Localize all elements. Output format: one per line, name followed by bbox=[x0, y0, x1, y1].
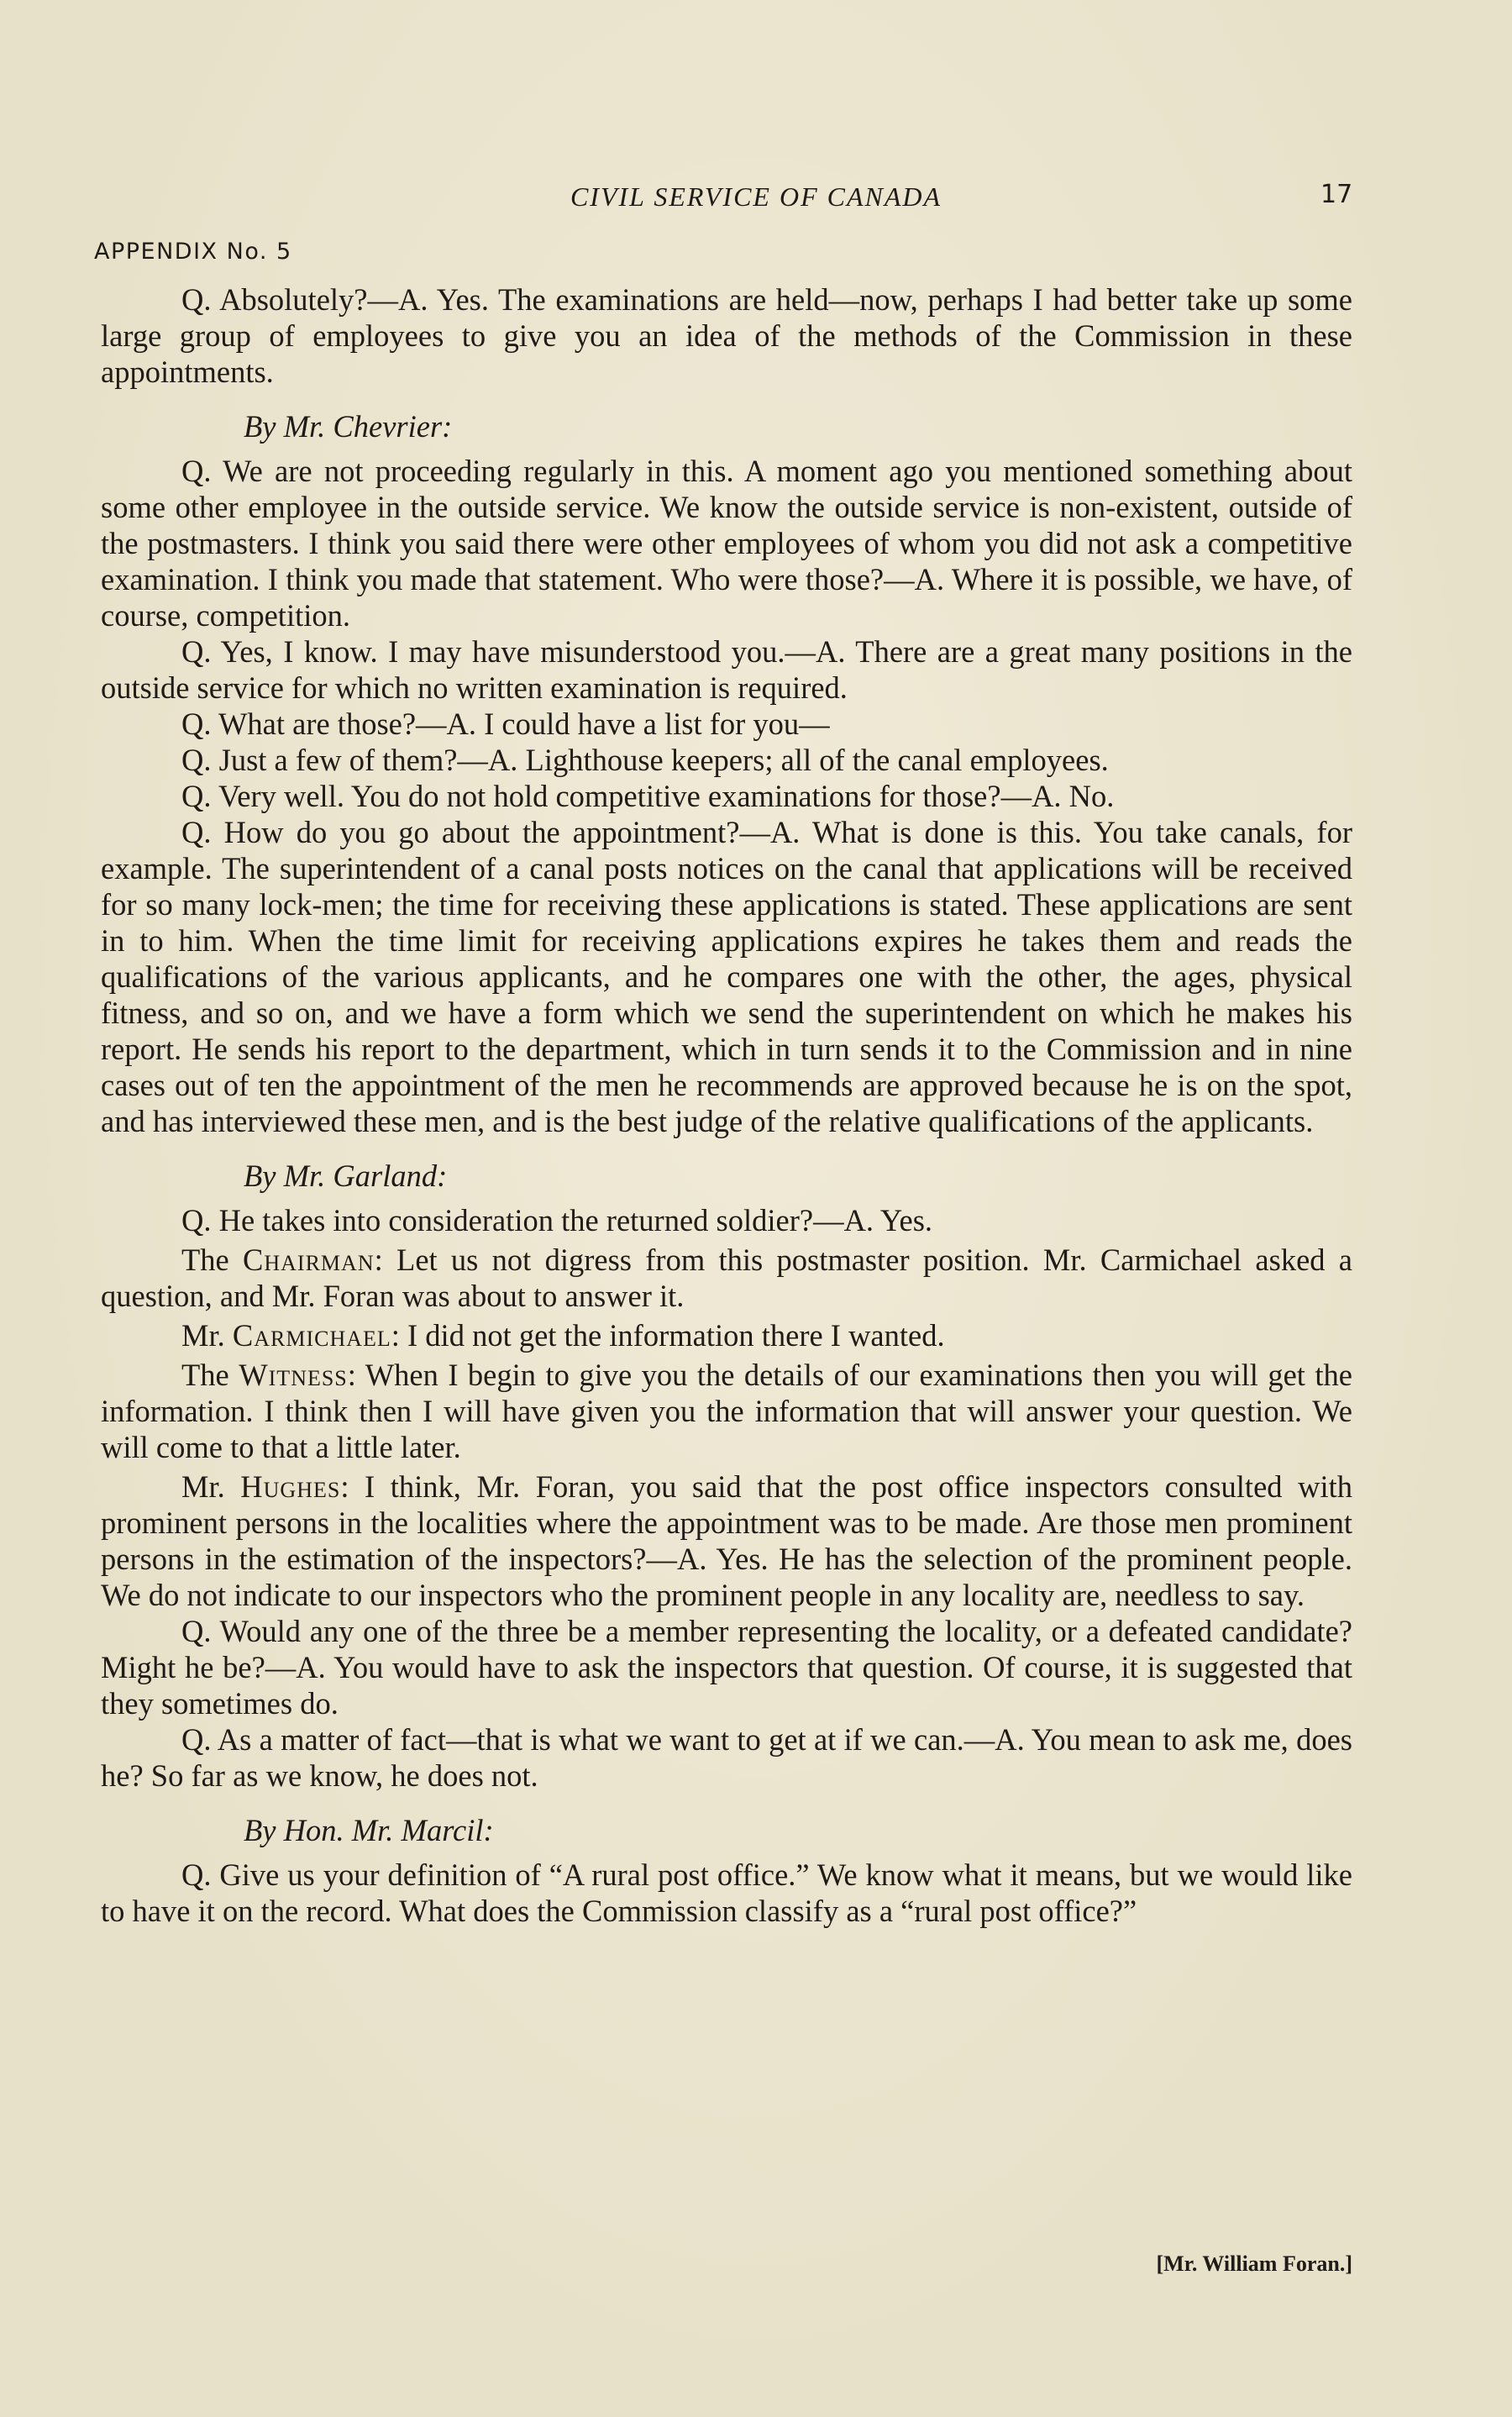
paragraph: Q. Yes, I know. I may have misunderstood you.—A. There are a great many positions in the outside service for which no written examination is required. bbox=[101, 634, 1352, 705]
paragraph: Q. We are not proceeding regularly in this. A moment ago you mentioned something about some other employee in the outside service. We know the outside service is non-existent, outside of the postmasters. I think you said there were other employees of whom you did not ask a competitive examination. I think you made that statement. Who were those?—A. Where it is possible, we have, of course, competition. bbox=[101, 454, 1352, 633]
speaker-prefix: The bbox=[181, 1358, 239, 1392]
speaker-name: Carmichael bbox=[232, 1318, 391, 1353]
speaker-paragraph bbox=[101, 1469, 1352, 1613]
paragraph: Q. Would any one of the three be a member representing the locality, or a defeated candidate? Might he be?—A. You would have to ask the inspectors that question. Of course, it is suggested that they sometimes do. bbox=[101, 1614, 1352, 1721]
paragraph: Q. What are those?—A. I could have a list for you— bbox=[181, 707, 830, 741]
paragraph: Q. Give us your definition of “A rural post office.” We know what it means, but we would like to have it on the record. What does the Commission classify as a “rural post office?” bbox=[101, 1857, 1352, 1928]
speaker-name: Hughes bbox=[240, 1469, 341, 1504]
speaker-name: Witness bbox=[239, 1358, 348, 1392]
speaker-text: : When I begin to give you the details of our examinations then you will get the information. I think then I will have given you the information that will answer your question. We will come to that a little later. bbox=[101, 1358, 1352, 1464]
speaker-text: : I think, Mr. Foran, you said that the post office inspectors consulted with prominent persons in the localities where the appointment was to be made. Are those men prominent persons in the estimation of the inspectors?—A. Yes. He has the selection of the prominent people. We do not indicate to our inspectors who the prominent people in any locality are, needless to say. bbox=[101, 1469, 1352, 1612]
speaker-prefix: Mr. bbox=[181, 1469, 241, 1504]
paragraph: Q. How do you go about the appointment?—A. What is done is this. You take canals, for example. The superintendent of a canal posts notices on the canal that applications will be received for so many lock-men; the time for receiving these applications is stated. These applications are sent in to him. When the time limit for receiving applications expires he takes them and reads the qualifications of the various applicants, and he compares one with the other, the ages, physical fitness, and so on, and we have a form which we send the superintendent on which he makes his report. He sends his report to the department, which in turn sends it to the Commission and in nine cases out of ten the appointment of the men he recommends are approved because he is on the spot, and has interviewed these men, and is the best judge of the relative qualifications of the applicants. bbox=[101, 815, 1352, 1138]
running-title: CIVIL SERVICE OF CANADA bbox=[570, 181, 942, 212]
page-number: 17 bbox=[1320, 180, 1353, 209]
examiner-heading: By Hon. Mr. Marcil: bbox=[244, 1813, 494, 1847]
speaker-prefix: The bbox=[181, 1243, 244, 1277]
paragraph: Q. Very well. You do not hold competitive examinations for those?—A. No. bbox=[181, 779, 1115, 813]
speaker-text: : Let us not digress from this postmaster position. Mr. Carmichael asked a question, and Mr. Foran was about to answer it. bbox=[101, 1243, 1353, 1313]
appendix-label: APPENDIX No. 5 bbox=[94, 239, 292, 265]
speaker-name: Chairman bbox=[243, 1243, 375, 1277]
transcript-body bbox=[101, 281, 1352, 1929]
paragraph: Q. As a matter of fact—that is what we want to get at if we can.—A. You mean to ask me, does he? So far as we know, he does not. bbox=[101, 1722, 1352, 1793]
examiner-heading: By Mr. Garland: bbox=[244, 1159, 448, 1193]
paragraph: Q. Just a few of them?—A. Lighthouse keepers; all of the canal employees. bbox=[181, 743, 1109, 777]
speaker-paragraph bbox=[101, 1317, 1352, 1353]
examiner-heading: By Mr. Chevrier: bbox=[244, 409, 453, 444]
speaker-paragraph bbox=[101, 1357, 1352, 1465]
witness-reference: [Mr. William Foran.] bbox=[1156, 2251, 1352, 2276]
speaker-text: : I did not get the information there I wanted. bbox=[391, 1318, 945, 1353]
paragraph: Q. Absolutely?—A. Yes. The examinations are held—now, perhaps I had better take up some large group of employees to give you an idea of the methods of the Commission in these appointments. bbox=[101, 282, 1352, 389]
paragraph: Q. He takes into consideration the returned soldier?—A. Yes. bbox=[181, 1203, 933, 1237]
speaker-prefix: Mr. bbox=[181, 1318, 233, 1353]
speaker-paragraph bbox=[101, 1242, 1352, 1314]
